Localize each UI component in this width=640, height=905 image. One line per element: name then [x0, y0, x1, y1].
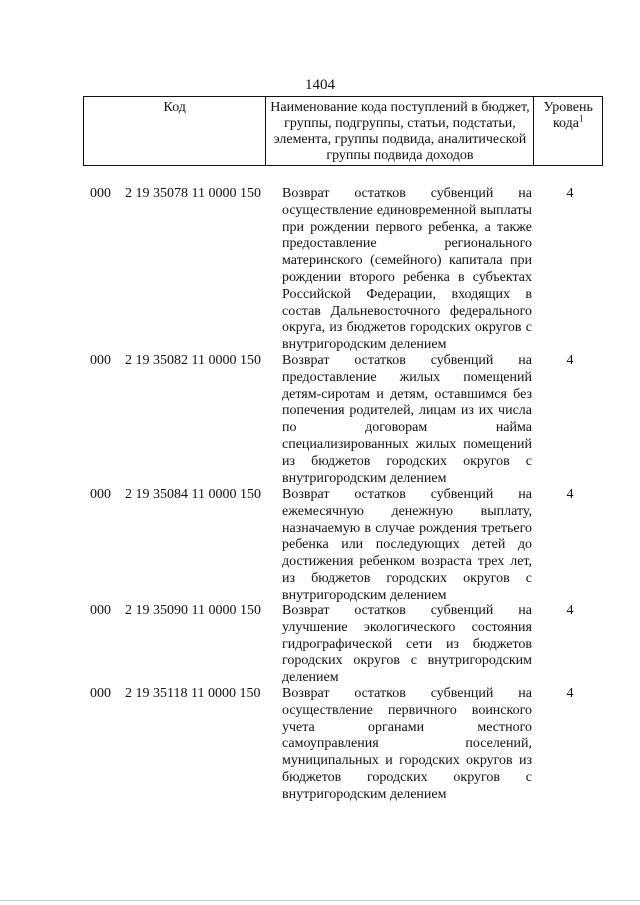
admin-code: 000 — [90, 686, 111, 701]
footnote-marker: 1 — [578, 113, 584, 124]
code-level: 4 — [566, 603, 574, 618]
code-level: 4 — [566, 353, 574, 368]
header-row — [84, 97, 603, 166]
income-code: 2 19 35078 11 0000 150 — [125, 186, 261, 201]
income-name: Возврат остатков субвенций на улучшение экологического состояния гидрографической сети из бюджетов городских округов с внутригородским делением — [282, 603, 532, 686]
header-level — [534, 97, 603, 166]
code-level: 4 — [566, 186, 574, 201]
income-name: Возврат остатков субвенций на предоставление жилых помещений детям-сиротам и детям, оставшимся без попечения родителей, лицам из их числа по договорам найма специализированных жилых помещений из бюджетов городских округов с внутригородским делением — [282, 353, 532, 486]
code-level: 4 — [566, 686, 574, 701]
header-name: Наименование кода поступлений в бюджет, группы, подгруппы, статьи, подстатьи, элемента, группы подвида, аналитической группы подвида доходов — [266, 97, 534, 166]
income-code: 2 19 35082 11 0000 150 — [125, 353, 261, 368]
admin-code: 000 — [90, 353, 111, 368]
income-name: Возврат остатков субвенций на ежемесячную денежную выплату, назначаемую в случае рождения третьего ребенка или последующих детей до достижения ребенком возраста трех лет, из бюджетов городских округов с внутригородским делением — [282, 487, 532, 603]
page-number: 1404 — [305, 77, 335, 93]
income-code: 2 19 35118 11 0000 150 — [125, 686, 261, 701]
income-code: 2 19 35090 11 0000 150 — [125, 603, 261, 618]
income-name: Возврат остатков субвенций на осуществление единовременной выплаты при рождении первого ребенка, а также предоставление регионального материнского (семейного) капитала при рождении второго ребенка в субъектах Российской Федерации, входящих в состав Дальневосточного федерального округа, из бюджетов городских округов с внутригородским делением — [282, 186, 532, 353]
admin-code: 000 — [90, 186, 111, 201]
admin-code: 000 — [90, 603, 111, 618]
table-header — [83, 96, 603, 166]
income-code: 2 19 35084 11 0000 150 — [125, 487, 261, 502]
header-code: Код — [84, 97, 266, 166]
admin-code: 000 — [90, 487, 111, 502]
income-name: Возврат остатков субвенций на осуществление первичного воинского учета органами местного самоуправления поселений, муниципальных и городских округов из бюджетов городских округов с внутригородским делением — [282, 686, 532, 802]
scan-edge-line — [0, 900, 640, 901]
header-level-label: Уровень кода — [543, 100, 593, 131]
code-level: 4 — [566, 487, 574, 502]
